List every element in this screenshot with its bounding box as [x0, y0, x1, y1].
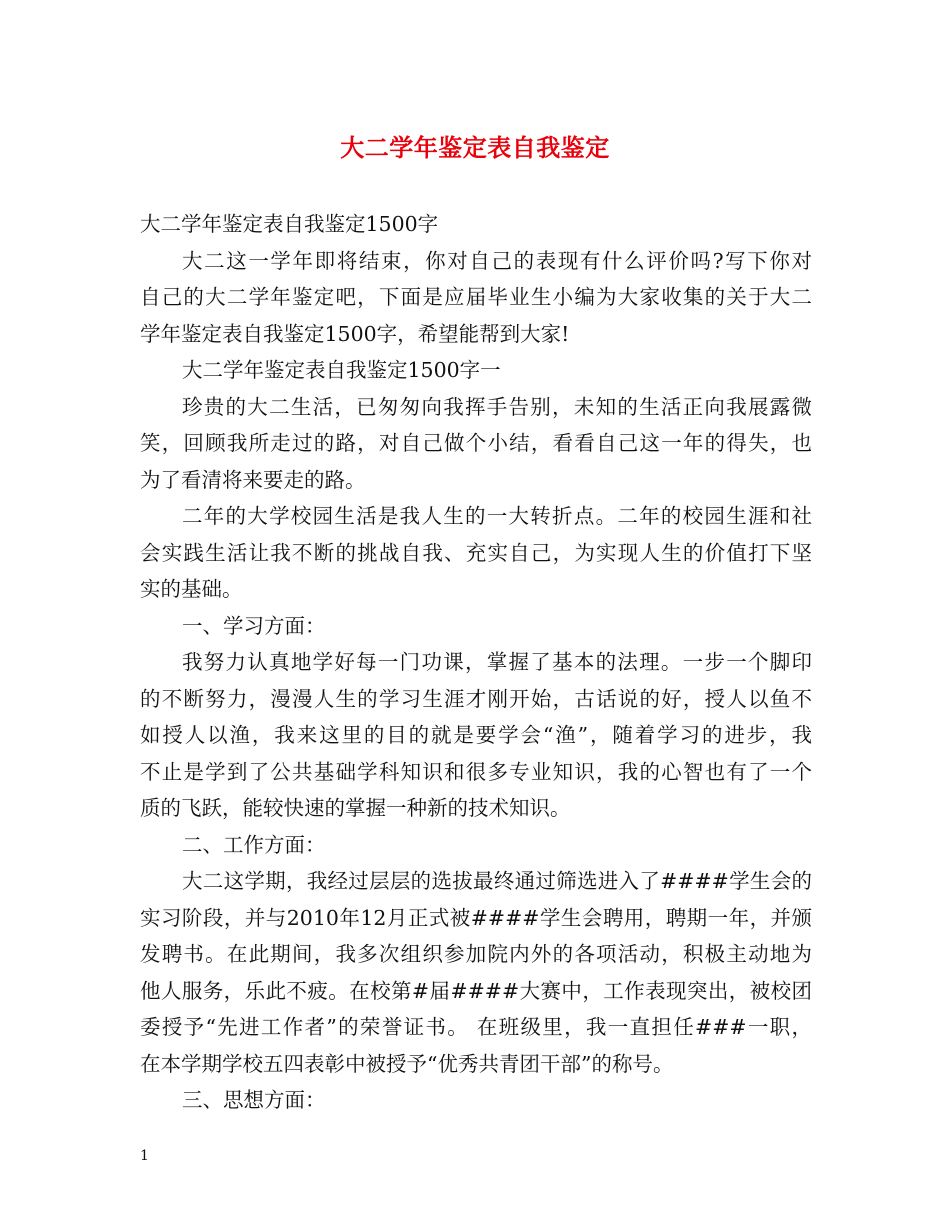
text-line: 大二这学期，我经过层层的选拔最终通过筛选进入了####学生会的: [182, 869, 812, 893]
text-line: 笑，回顾我所走过的路，对自己做个小结，看看自己这一年的得失，也: [140, 431, 812, 455]
text-line: 的不断努力，漫漫人生的学习生涯才刚开始，古话说的好，授人以鱼不: [140, 686, 812, 711]
text-line: 大二这一学年即将结束，你对自己的表现有什么评价吗?写下你对: [182, 248, 812, 273]
page-number: 1: [140, 1148, 149, 1164]
text-line: 质的飞跃，能较快速的掌握一种新的技术知识。: [140, 796, 571, 820]
document-body: [140, 206, 812, 1119]
text-line: 如授人以渔，我来这里的目的就是要学会“渔”，随着学习的进步，我: [140, 723, 812, 747]
text-line: 二年的大学校园生活是我人生的一大转折点。二年的校园生涯和社: [182, 504, 812, 528]
text-line: 二、工作方面：: [182, 832, 326, 857]
text-line: 会实践生活让我不断的挑战自我、充实自己，为实现人生的价值打下坚: [140, 540, 812, 565]
text-line: 在本学期学校五四表彰中被授予“优秀共青团干部”的称号。: [140, 1051, 674, 1076]
text-line: 大二学年鉴定表自我鉴定1500字: [140, 212, 439, 236]
text-line: 学年鉴定表自我鉴定1500字，希望能帮到大家!: [140, 321, 570, 346]
text-line: 发聘书。在此期间，我多次组织参加院内外的各项活动，积极主动地为: [140, 942, 812, 966]
text-line: 珍贵的大二生活，已匆匆向我挥手告别，未知的生活正向我展露微: [182, 394, 812, 419]
page-title: 大二学年鉴定表自我鉴定: [340, 134, 610, 162]
text-line: 委授予“先进工作者”的荣誉证书。 在班级里，我一直担任###一职，: [140, 1015, 812, 1039]
text-line: 我努力认真地学好每一门功课，掌握了基本的法理。一步一个脚印: [182, 650, 812, 674]
text-line: 实习阶段，并与2010年12月正式被####学生会聘用，聘期一年，并颁: [140, 905, 812, 930]
text-line: 三、思想方面：: [182, 1088, 326, 1112]
text-line: 自己的大二学年鉴定吧，下面是应届毕业生小编为大家收集的关于大二: [140, 285, 812, 309]
text-line: 实的基础。: [140, 577, 243, 601]
text-line: 一、学习方面：: [182, 613, 326, 638]
text-line: 大二学年鉴定表自我鉴定1500字一: [182, 358, 501, 382]
text-line: 为了看清将来要走的路。: [140, 467, 366, 492]
text-line: 不止是学到了公共基础学科知识和很多专业知识，我的心智也有了一个: [140, 759, 812, 784]
text-line: 他人服务，乐此不疲。在校第#届####大赛中，工作表现突出，被校团: [140, 978, 812, 1003]
